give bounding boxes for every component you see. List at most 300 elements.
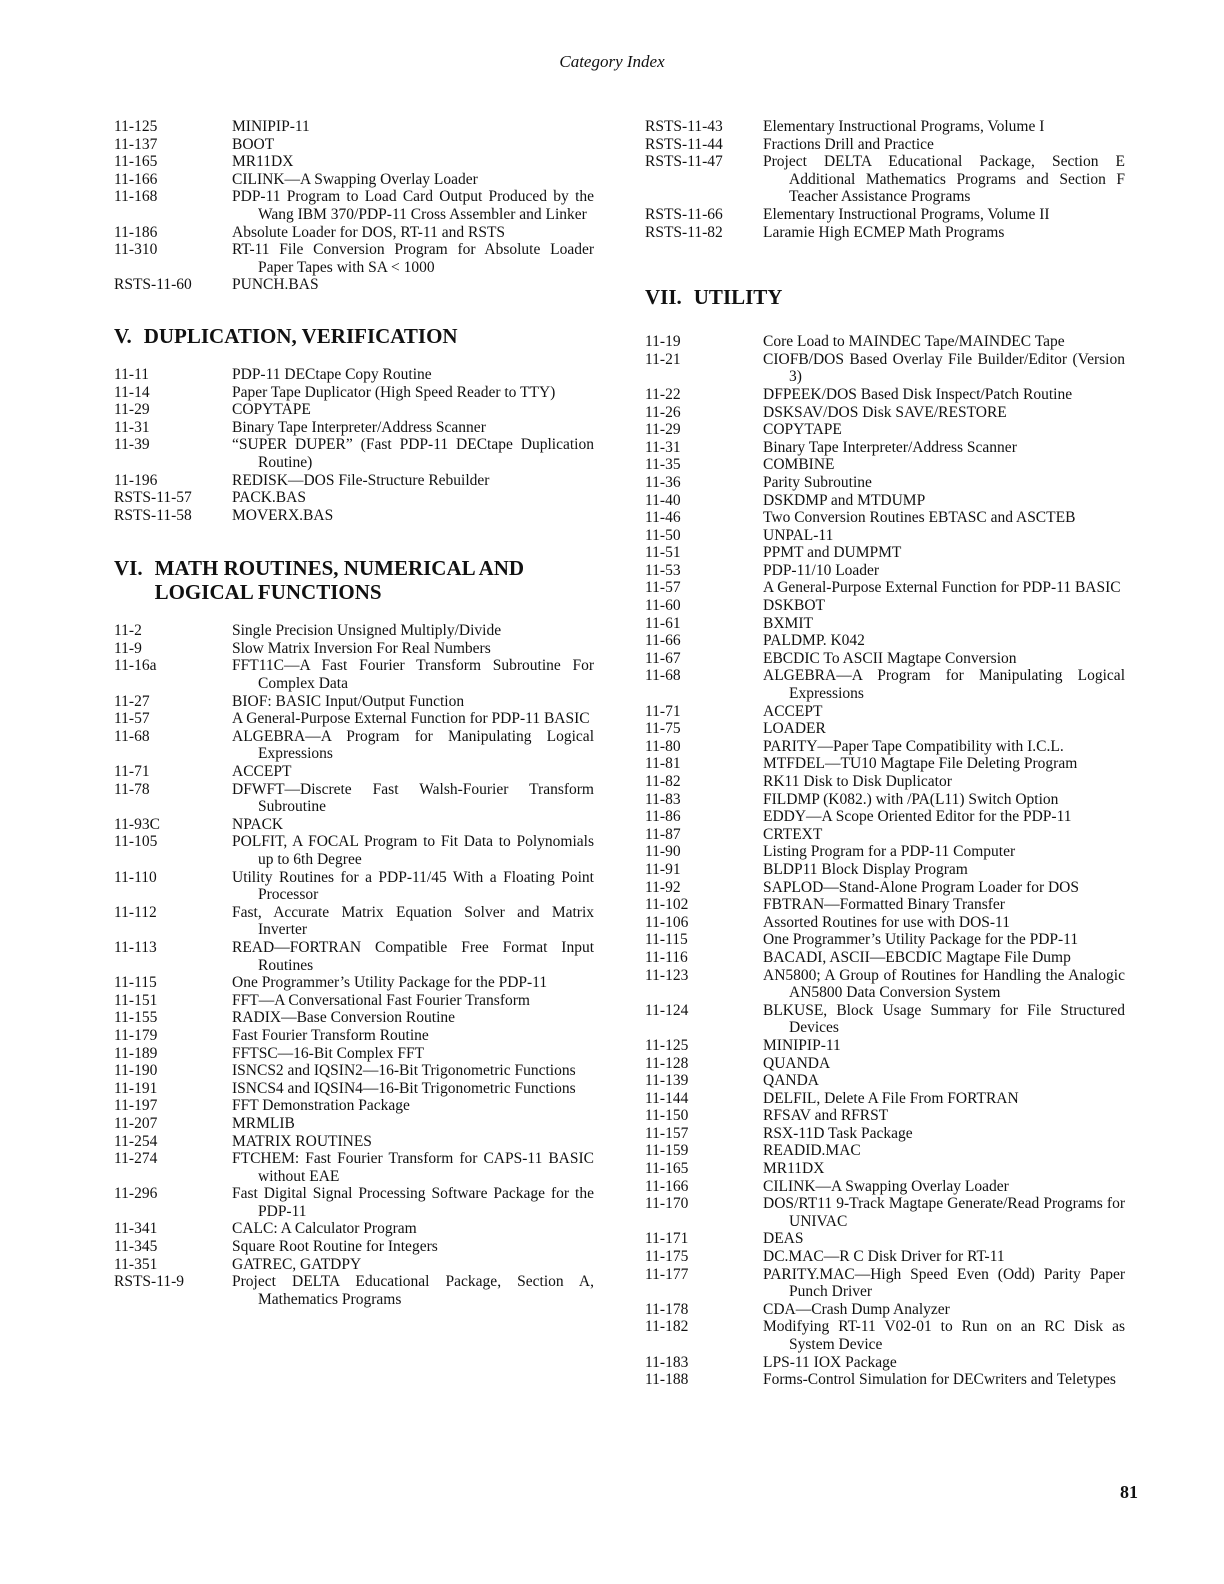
entry-title: Project DELTA Educational Package, Section E Additional Mathematics Programs and Section F Teacher Assistance Programs (763, 153, 1125, 206)
index-entry (114, 1097, 594, 1115)
entry-title: MR11DX (763, 1160, 825, 1178)
index-entry (645, 544, 1125, 562)
entry-title: Fast Digital Signal Processing Software Package for the PDP-11 (232, 1185, 594, 1220)
section-number: VII. (645, 285, 682, 310)
entry-title: ISNCS4 and IQSIN4—16-Bit Trigonometric Functions (232, 1079, 576, 1097)
entry-code: RSTS-11-60 (114, 276, 192, 294)
entry-code: 11-157 (645, 1124, 689, 1142)
entry-title: PUNCH.BAS (232, 276, 319, 294)
entry-code: 11-14 (114, 383, 150, 401)
index-entry (645, 474, 1125, 492)
entry-code: 11-80 (645, 737, 681, 755)
entry-code: 11-71 (114, 763, 150, 781)
index-entry (114, 1133, 594, 1151)
entry-title: RFSAV and RFRST (763, 1107, 889, 1125)
entry-title: PDP-11 DECtape Copy Routine (232, 365, 432, 383)
math-entries (114, 622, 594, 1308)
entry-code: 11-155 (114, 1009, 158, 1027)
index-entry (114, 1150, 594, 1185)
entry-title: Elementary Instructional Programs, Volume I (763, 118, 1045, 135)
entry-code: 11-60 (645, 597, 681, 615)
index-entry (114, 1027, 594, 1045)
entry-code: 11-9 (114, 639, 142, 657)
entry-code: 11-87 (645, 825, 681, 843)
entry-title: Binary Tape Interpreter/Address Scanner (763, 438, 1017, 456)
index-entry (645, 1090, 1125, 1108)
entry-code: 11-27 (114, 692, 150, 710)
entry-title: LOADER (763, 720, 826, 738)
entry-code: 11-207 (114, 1114, 158, 1132)
index-entry (114, 781, 594, 816)
section-heading-utility (645, 285, 1125, 309)
entry-title: DSKSAV/DOS Disk SAVE/RESTORE (763, 403, 1007, 421)
index-entry (645, 1055, 1125, 1073)
entry-code: 11-115 (645, 931, 688, 949)
section-title: DUPLICATION, VERIFICATION (143, 323, 458, 348)
index-entry (114, 763, 594, 781)
index-entry (114, 1256, 594, 1274)
entry-title: FTCHEM: Fast Fourier Transform for CAPS-11 BASIC without EAE (232, 1150, 594, 1185)
entry-code: 11-11 (114, 365, 150, 383)
entry-title: MR11DX (232, 153, 294, 171)
entry-title: Laramie High ECMEP Math Programs (763, 223, 1005, 241)
entry-title: READ—FORTRAN Compatible Free Format Input Routines (232, 938, 594, 974)
index-entry (114, 869, 594, 904)
entry-title: FBTRAN—Formatted Binary Transfer (763, 896, 1005, 914)
entry-code: 11-90 (645, 843, 681, 861)
index-entry (114, 241, 594, 276)
entry-code: 11-19 (645, 333, 681, 351)
entry-code: 11-78 (114, 780, 150, 798)
entry-code: 11-21 (645, 350, 681, 368)
entry-code: 11-190 (114, 1062, 158, 1080)
entry-title: PDP-11/10 Loader (763, 561, 880, 579)
entry-code: 11-102 (645, 896, 689, 914)
index-entry (114, 1080, 594, 1098)
entry-title: ALGEBRA—A Program for Manipulating Logical Expressions (763, 667, 1125, 703)
entry-title: Elementary Instructional Programs, Volume II (763, 205, 1050, 223)
entry-code: 11-166 (114, 170, 158, 188)
index-entry (114, 728, 594, 763)
entry-title: Absolute Loader for DOS, RT-11 and RSTS (232, 223, 506, 241)
entry-code: 11-31 (645, 438, 681, 456)
entry-title: SAPLOD—Stand-Alone Program Loader for DOS (763, 878, 1079, 896)
entry-code: 11-81 (645, 755, 681, 773)
index-entry (114, 436, 594, 471)
entry-code: 11-61 (645, 614, 681, 632)
entry-title: ISNCS2 and IQSIN2—16-Bit Trigonometric Functions (232, 1062, 576, 1080)
entry-code: 11-91 (645, 860, 681, 878)
entry-code: 11-22 (645, 385, 681, 403)
running-header: Category Index (559, 52, 665, 71)
entry-code: 11-159 (645, 1142, 689, 1160)
entry-code: 11-188 (645, 1371, 689, 1389)
index-entry (645, 404, 1125, 422)
entry-title: REDISK—DOS File-Structure Rebuilder (232, 471, 490, 489)
entry-code: 11-351 (114, 1255, 158, 1273)
entry-title: QANDA (763, 1072, 819, 1090)
left-column (114, 118, 594, 1308)
entry-title: Square Root Routine for Integers (232, 1238, 438, 1256)
entry-code: 11-113 (114, 938, 157, 956)
index-entry (645, 703, 1125, 721)
index-entry (645, 632, 1125, 650)
entry-title: POLFIT, A FOCAL Program to Fit Data to Polynomials up to 6th Degree (232, 833, 594, 868)
entry-code: RSTS-11-82 (645, 223, 723, 241)
entry-title: DELFIL, Delete A File From FORTRAN (763, 1089, 1019, 1107)
entry-code: 11-170 (645, 1195, 689, 1213)
entry-title: MOVERX.BAS (232, 506, 334, 524)
entry-title: RSX-11D Task Package (763, 1124, 913, 1142)
index-entry (114, 118, 594, 136)
entry-title: DFPEEK/DOS Based Disk Inspect/Patch Routine (763, 385, 1073, 403)
entry-title: Parity Subroutine (763, 473, 872, 491)
entry-title: BLKUSE, Block Usage Summary for File Structured Devices (763, 1001, 1125, 1037)
entry-title: ACCEPT (232, 763, 292, 781)
duplication-entries (114, 366, 594, 524)
entry-title: FFTSC—16-Bit Complex FFT (232, 1044, 425, 1062)
index-entry (114, 401, 594, 419)
entry-title: EBCDIC To ASCII Magtape Conversion (763, 649, 1017, 667)
entry-title: BIOF: BASIC Input/Output Function (232, 692, 465, 710)
entry-code: 11-341 (114, 1220, 158, 1238)
index-entry (114, 1273, 594, 1308)
index-entry (645, 351, 1125, 386)
entry-code: 11-125 (645, 1036, 689, 1054)
entry-title: PALDMP. K042 (763, 632, 865, 650)
entry-title: Slow Matrix Inversion For Real Numbers (232, 639, 491, 657)
index-entry (645, 896, 1125, 914)
entry-title: Fast Fourier Transform Routine (232, 1026, 429, 1044)
entry-title: One Programmer’s Utility Package for the PDP-11 (763, 931, 1079, 949)
index-entry (645, 421, 1125, 439)
entry-code: 11-16a (114, 657, 157, 675)
index-entry (645, 1002, 1125, 1037)
entry-title: EDDY—A Scope Oriented Editor for the PDP-11 (763, 808, 1072, 826)
entry-code: 11-68 (645, 667, 681, 685)
index-entry (114, 1238, 594, 1256)
continued-entries-left (114, 118, 594, 294)
index-entry (645, 1354, 1125, 1372)
entry-code: 11-67 (645, 649, 681, 667)
entry-title: Single Precision Unsigned Multiply/Divide (232, 622, 502, 640)
entry-title: GATREC, GATDPY (232, 1255, 362, 1273)
index-entry (114, 507, 594, 525)
index-entry (114, 171, 594, 189)
index-entry (114, 384, 594, 402)
index-entry (645, 914, 1125, 932)
index-entry (114, 939, 594, 974)
entry-code: 11-53 (645, 561, 681, 579)
entry-code: 11-105 (114, 833, 158, 851)
entry-code: 11-2 (114, 622, 142, 640)
entry-code: RSTS-11-47 (645, 153, 723, 171)
entry-title: RT-11 File Conversion Program for Absolute Loader Paper Tapes with SA < 1000 (232, 241, 594, 276)
entry-title: COPYTAPE (763, 421, 842, 439)
entry-title: Fast, Accurate Matrix Equation Solver and Matrix Inverter (232, 903, 594, 939)
entry-title: MATRIX ROUTINES (232, 1132, 372, 1150)
entry-title: RADIX—Base Conversion Routine (232, 1009, 456, 1027)
index-entry (645, 1248, 1125, 1266)
entry-code: 11-83 (645, 790, 681, 808)
index-entry (645, 333, 1125, 351)
entry-code: 11-57 (114, 710, 150, 728)
entry-title: FILDMP (K082.) with /PA(L11) Switch Option (763, 790, 1059, 808)
entry-code: 11-29 (645, 421, 681, 439)
index-entry (645, 826, 1125, 844)
section-heading-duplication (114, 324, 594, 348)
index-entry (114, 1009, 594, 1027)
index-entry (645, 509, 1125, 527)
index-entry (645, 527, 1125, 545)
entry-code: 11-310 (114, 241, 158, 259)
entry-code: 11-196 (114, 471, 158, 489)
entry-code: 11-137 (114, 135, 158, 153)
entry-code: 11-150 (645, 1107, 689, 1125)
right-column (645, 118, 1125, 1389)
entry-code: 11-274 (114, 1150, 158, 1168)
index-entry (645, 439, 1125, 457)
entry-title: Assorted Routines for use with DOS-11 (763, 913, 1010, 931)
index-entry (114, 276, 594, 294)
entry-title: MTFDEL—TU10 Magtape File Deleting Program (763, 755, 1078, 773)
entry-title: CILINK—A Swapping Overlay Loader (232, 170, 478, 188)
index-entry (645, 1371, 1125, 1389)
index-entry (645, 949, 1125, 967)
entry-code: 11-40 (645, 491, 681, 509)
entry-title: RK11 Disk to Disk Duplicator (763, 773, 952, 790)
entry-title: Fractions Drill and Practice (763, 135, 934, 153)
entry-code: 11-46 (645, 509, 681, 527)
index-entry (114, 188, 594, 223)
index-entry (645, 931, 1125, 949)
entry-title: PARITY.MAC—High Speed Even (Odd) Parity Paper Punch Driver (763, 1265, 1125, 1301)
entry-code: 11-183 (645, 1353, 689, 1371)
index-entry (645, 136, 1125, 154)
index-entry (645, 1160, 1125, 1178)
entry-code: 11-125 (114, 118, 158, 135)
index-entry (645, 1230, 1125, 1248)
index-entry (114, 710, 594, 728)
index-entry (114, 640, 594, 658)
entry-title: BACADI, ASCII—EBCDIC Magtape File Dump (763, 948, 1071, 966)
entry-code: RSTS-11-9 (114, 1273, 185, 1291)
continued-entries-right (645, 118, 1125, 241)
entry-code: 11-31 (114, 418, 150, 436)
entry-title: A General-Purpose External Function for PDP-11 BASIC (763, 579, 1121, 597)
entry-title: DEAS (763, 1230, 804, 1248)
index-entry (114, 1062, 594, 1080)
entry-code: 11-93C (114, 815, 160, 833)
index-entry (645, 118, 1125, 136)
entry-title: CDA—Crash Dump Analyzer (763, 1300, 950, 1318)
entry-title: DOS/RT11 9-Track Magtape Generate/Read Programs for UNIVAC (763, 1195, 1125, 1230)
index-entry (114, 657, 594, 692)
index-entry (645, 843, 1125, 861)
entry-code: 11-197 (114, 1097, 158, 1115)
index-entry (114, 419, 594, 437)
entry-title: AN5800; A Group of Routines for Handling the Analogic AN5800 Data Conversion System (763, 966, 1125, 1002)
index-entry (645, 206, 1125, 224)
entry-title: DSKBOT (763, 597, 826, 615)
index-entry (645, 492, 1125, 510)
index-entry (645, 879, 1125, 897)
index-entry (114, 1045, 594, 1063)
entry-title: One Programmer’s Utility Package for the PDP-11 (232, 974, 548, 992)
index-entry (645, 720, 1125, 738)
index-entry (645, 738, 1125, 756)
entry-code: 11-57 (645, 579, 681, 597)
entry-title: Two Conversion Routines EBTASC and ASCTEB (763, 509, 1076, 527)
entry-title: MINIPIP-11 (232, 118, 310, 135)
entry-title: Forms-Control Simulation for DECwriters and Teletypes (763, 1371, 1116, 1389)
index-entry (114, 904, 594, 939)
entry-title: BOOT (232, 135, 275, 153)
entry-title: “SUPER DUPER” (Fast PDP-11 DECtape Duplication Routine) (232, 436, 594, 471)
index-entry (114, 816, 594, 834)
entry-title: NPACK (232, 815, 284, 833)
entry-title: READID.MAC (763, 1142, 861, 1160)
entry-code: 11-112 (114, 903, 157, 921)
entry-code: 11-92 (645, 878, 681, 896)
index-entry (645, 597, 1125, 615)
entry-title: DFWFT—Discrete Fast Walsh-Fourier Transform Subroutine (232, 780, 594, 816)
index-entry (114, 224, 594, 242)
index-entry (114, 153, 594, 171)
entry-title: DC.MAC—R C Disk Driver for RT-11 (763, 1248, 1005, 1266)
entry-code: 11-171 (645, 1230, 689, 1248)
entry-code: 11-115 (114, 974, 157, 992)
entry-code: 11-50 (645, 526, 681, 544)
entry-title: Binary Tape Interpreter/Address Scanner (232, 418, 486, 436)
entry-title: DSKDMP and MTDUMP (763, 491, 926, 509)
section-number: V. (114, 323, 132, 348)
entry-title: ALGEBRA—A Program for Manipulating Logical Expressions (232, 727, 594, 763)
entry-code: 11-186 (114, 223, 158, 241)
entry-title: FFT Demonstration Package (232, 1097, 410, 1115)
entry-code: 11-86 (645, 808, 681, 826)
section-title: MATH ROUTINES, NUMERICAL AND LOGICAL FUNCTIONS (154, 556, 525, 605)
entry-title: PACK.BAS (232, 489, 306, 507)
entry-code: 11-29 (114, 401, 150, 419)
entry-code: 11-179 (114, 1026, 158, 1044)
entry-title: CIOFB/DOS Based Overlay File Builder/Editor (Version 3) (763, 350, 1125, 386)
entry-code: 11-296 (114, 1185, 158, 1203)
section-title: UTILITY (693, 285, 783, 310)
index-entry (645, 755, 1125, 773)
index-entry (645, 1107, 1125, 1125)
entry-title: Listing Program for a PDP-11 Computer (763, 843, 1016, 861)
entry-title: UNPAL-11 (763, 526, 834, 544)
index-entry (114, 693, 594, 711)
index-entry (645, 224, 1125, 242)
section-number: VI. (114, 556, 143, 581)
entry-code: 11-26 (645, 403, 681, 421)
entry-title: LPS-11 IOX Package (763, 1353, 897, 1371)
entry-code: 11-106 (645, 913, 689, 931)
entry-title: CILINK—A Swapping Overlay Loader (763, 1177, 1009, 1195)
entry-code: RSTS-11-66 (645, 205, 723, 223)
entry-code: 11-124 (645, 1001, 689, 1019)
index-entry (114, 992, 594, 1010)
index-entry (114, 1115, 594, 1133)
entry-title: ACCEPT (763, 702, 823, 720)
entry-code: 11-110 (114, 868, 157, 886)
entry-code: RSTS-11-58 (114, 506, 192, 524)
entry-title: Project DELTA Educational Package, Section A, Mathematics Programs (232, 1273, 594, 1308)
entry-title: Paper Tape Duplicator (High Speed Reader to TTY) (232, 383, 556, 401)
index-entry (645, 1125, 1125, 1143)
entry-code: 11-144 (645, 1089, 689, 1107)
entry-code: 11-151 (114, 991, 158, 1009)
entry-title: MINIPIP-11 (763, 1036, 841, 1054)
entry-code: 11-168 (114, 188, 158, 206)
index-entry (114, 974, 594, 992)
entry-title: BXMIT (763, 614, 813, 632)
entry-title: Core Load to MAINDEC Tape/MAINDEC Tape (763, 333, 1065, 351)
index-entry (645, 791, 1125, 809)
entry-title: FFT—A Conversational Fast Fourier Transform (232, 991, 530, 1009)
index-entry (114, 622, 594, 640)
entry-title: Modifying RT-11 V02-01 to Run on an RC Disk as System Device (763, 1318, 1125, 1353)
entry-title: COMBINE (763, 456, 835, 474)
entry-code: RSTS-11-43 (645, 118, 723, 135)
index-entry (645, 808, 1125, 826)
index-entry (114, 1220, 594, 1238)
entry-code: 11-123 (645, 966, 689, 984)
entry-title: Utility Routines for a PDP-11/45 With a Floating Point Processor (232, 868, 594, 904)
entry-title: QUANDA (763, 1054, 831, 1072)
entry-title: PPMT and DUMPMT (763, 544, 902, 562)
entry-code: RSTS-11-57 (114, 489, 192, 507)
index-entry (645, 1301, 1125, 1319)
utility-entries (645, 333, 1125, 1389)
entry-code: 11-175 (645, 1248, 689, 1266)
index-entry (645, 667, 1125, 702)
entry-code: 11-165 (114, 153, 158, 171)
index-entry (645, 1266, 1125, 1301)
entry-code: 11-166 (645, 1177, 689, 1195)
entry-title: PDP-11 Program to Load Card Output Produced by the Wang IBM 370/PDP-11 Cross Assembler and Linker (232, 188, 594, 223)
entry-title: CALC: A Calculator Program (232, 1220, 417, 1238)
entry-code: 11-182 (645, 1318, 689, 1336)
index-entry (645, 1037, 1125, 1055)
index-entry (645, 1195, 1125, 1230)
entry-code: 11-178 (645, 1300, 689, 1318)
entry-title: FFT11C—A Fast Fourier Transform Subroutine For Complex Data (232, 657, 594, 693)
entry-code: 11-71 (645, 702, 681, 720)
index-entry (645, 615, 1125, 633)
index-entry (645, 386, 1125, 404)
entry-code: 11-75 (645, 720, 681, 738)
index-entry (645, 456, 1125, 474)
index-entry (645, 1072, 1125, 1090)
index-entry (645, 1318, 1125, 1353)
entry-code: 11-35 (645, 456, 681, 474)
index-entry (114, 366, 594, 384)
entry-title: PARITY—Paper Tape Compatibility with I.C.L. (763, 737, 1064, 755)
entry-code: 11-345 (114, 1238, 158, 1256)
entry-title: A General-Purpose External Function for PDP-11 BASIC (232, 710, 590, 728)
entry-code: 11-139 (645, 1072, 689, 1090)
entry-code: 11-68 (114, 727, 150, 745)
entry-title: MRMLIB (232, 1114, 295, 1132)
entry-code: RSTS-11-44 (645, 135, 723, 153)
entry-code: 11-116 (645, 948, 688, 966)
index-entry (114, 472, 594, 490)
entry-title: CRTEXT (763, 825, 823, 843)
entry-code: 11-51 (645, 544, 681, 562)
